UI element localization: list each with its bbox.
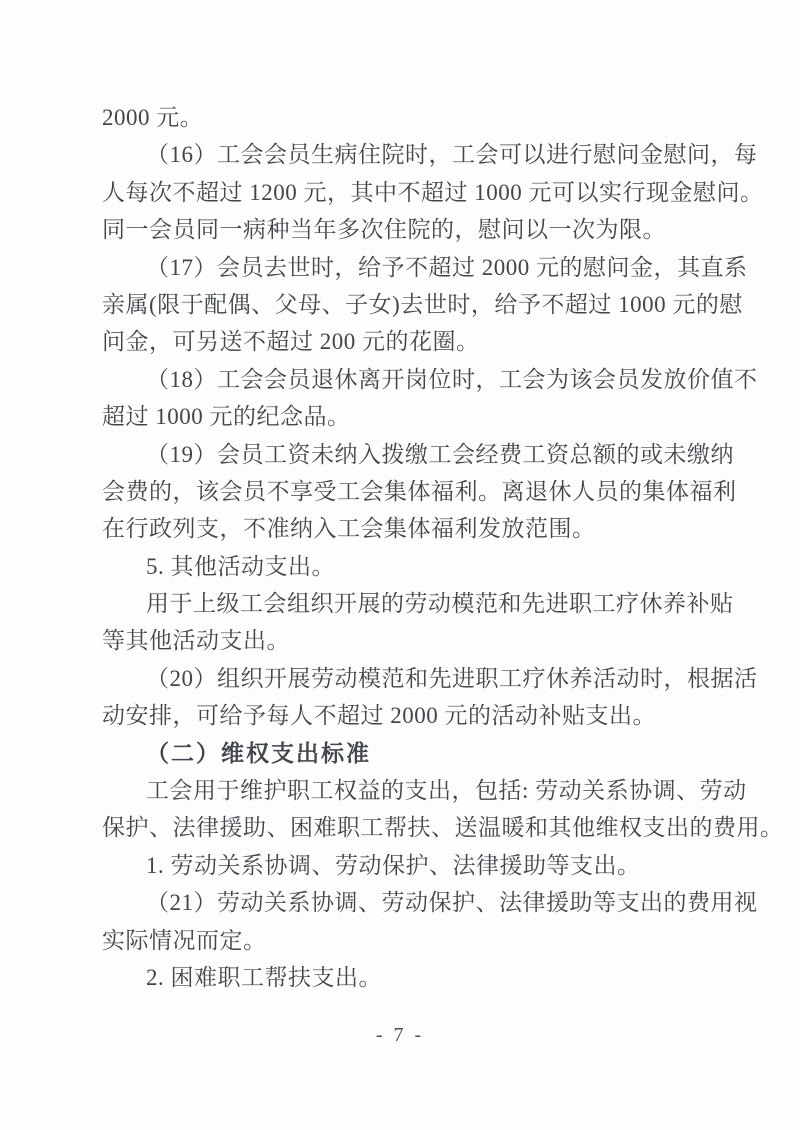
text-line: （21）劳动关系协调、劳动保护、法律援助等支出的费用视 <box>146 890 758 916</box>
page-number: - 7 - <box>375 1024 425 1046</box>
text-line: 1. 劳动关系协调、劳动保护、法律援助等支出。 <box>146 852 641 878</box>
section-heading: （二）维权支出标准 <box>146 740 371 766</box>
text-line: 用于上级工会组织开展的劳动模范和先进职工疗休养补贴 <box>146 591 734 617</box>
text-line: （18）工会会员退休离开岗位时，工会为该会员发放价值不 <box>146 366 758 392</box>
text-line: 动安排，可给予每人不超过 2000 元的活动补贴支出。 <box>102 703 656 729</box>
text-line: 亲属(限于配偶、父母、子女)去世时，给予不超过 1000 元的慰 <box>102 291 743 317</box>
text-line: 会费的，该会员不享受工会集体福利。离退休人员的集体福利 <box>102 478 737 504</box>
text-line: 在行政列支，不准纳入工会集体福利发放范围。 <box>102 516 596 542</box>
document-body <box>102 99 784 996</box>
text-line: 等其他活动支出。 <box>102 628 290 654</box>
text-line: （20）组织开展劳动模范和先进职工疗休养活动时，根据活 <box>146 665 758 691</box>
text-line: 2000 元。 <box>102 105 204 130</box>
text-line: 人每次不超过 1200 元，其中不超过 1000 元可以实行现金慰问。 <box>102 179 764 205</box>
text-line: 保护、法律援助、困难职工帮扶、送温暖和其他维权支出的费用。 <box>102 815 784 841</box>
text-line: 5. 其他活动支出。 <box>146 553 335 579</box>
text-line: 问金，可另送不超过 200 元的花圈。 <box>102 329 480 355</box>
text-line: （16）工会会员生病住院时，工会可以进行慰问金慰问，每 <box>146 142 758 168</box>
text-line: （17）会员去世时，给予不超过 2000 元的慰问金，其直系 <box>146 254 748 280</box>
text-line: （19）会员工资未纳入拨缴工会经费工资总额的或未缴纳 <box>146 441 734 467</box>
text-line: 工会用于维护职工权益的支出，包括: 劳动关系协调、劳动 <box>146 778 747 804</box>
text-line: 同一会员同一病种当年多次住院的，慰问以一次为限。 <box>102 217 666 243</box>
text-line: 2. 困难职工帮扶支出。 <box>146 964 382 990</box>
text-line: 实际情况而定。 <box>102 927 267 953</box>
text-line: 超过 1000 元的纪念品。 <box>102 404 351 430</box>
